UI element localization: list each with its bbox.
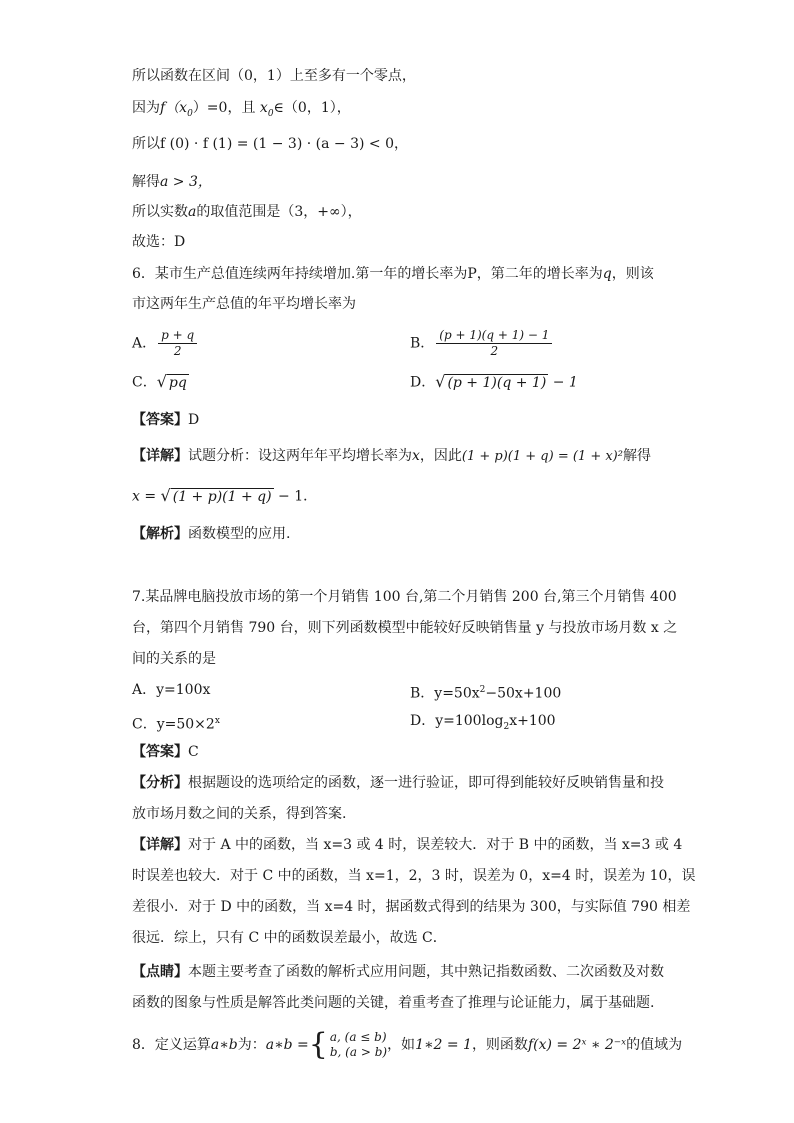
q7-comment-line-1: 【点睛】本题主要考查了函数的解析式应用问题，其中熟记指数函数、二次函数及对数 bbox=[132, 964, 664, 980]
q7-detail-line-2: 时误差也较大．对于 C 中的函数，当 x=1，2，3 时，误差为 0，x=4 时，误差为 10，误 bbox=[132, 868, 696, 884]
q6-option-d: D．√ (p + 1)(q + 1) − 1 bbox=[410, 372, 578, 391]
q6-stem-line-1: 6．某市生产总值连续两年持续增加.第一年的增长率为P，第二年的增长率为q，则该 bbox=[132, 266, 654, 282]
q7-analysis-line-2: 放市场月数之间的关系，得到答案. bbox=[132, 806, 347, 822]
q6-stem-line-2: 市这两年生产总值的年平均增长率为 bbox=[132, 296, 356, 312]
prev-solution-line-6: 故选：D bbox=[132, 234, 186, 250]
q6-option-c: C．√ pq bbox=[132, 372, 187, 391]
q7-detail-line-4: 很远．综上，只有 C 中的函数误差最小，故选 C． bbox=[132, 930, 447, 946]
q6-option-a: A． $\frac{p + q}{2}$ bbox=[132, 328, 199, 359]
q7-option-c: C．$y=50\times 2^x$ bbox=[132, 716, 220, 733]
q7-comment-line-2: 函数的图象与性质是解答此类问题的关键，着重考查了推理与论证能力，属于基础题. bbox=[132, 995, 655, 1011]
q7-stem-line-2: 台，第四个月销售 790 台，则下列函数模型中能较好反映销售量 y 与投放市场月数 x 之 bbox=[132, 620, 678, 636]
q6-detail: 【详解】试题分析：设这两年年平均增长率为x，因此(1 + p)(1 + q) = (1 + x)²解得 bbox=[132, 448, 651, 464]
q7-option-a: A．y=100x bbox=[132, 682, 211, 698]
q7-answer: 【答案】C bbox=[132, 744, 199, 760]
q6-answer: 【答案】D bbox=[132, 412, 200, 428]
prev-solution-line-3: 所以f (0) · f (1) = (1 − 3) · (a − 3) < 0， bbox=[132, 136, 408, 152]
q6-analysis: 【解析】函数模型的应用. bbox=[132, 526, 291, 542]
q8-stem: 8．定义运算a∗b为：a∗b = { a, (a ≤ b) b, (a > b) ，如1∗2 = 1，则函数f(x) = 2ˣ ∗ 2⁻ˣ的值域为 bbox=[132, 1027, 683, 1062]
q7-detail-line-1: 【详解】对于 A 中的函数，当 x=3 或 4 时，误差较大．对于 B 中的函数，当 x=3 或 4 bbox=[132, 837, 683, 853]
prev-solution-line-5: 所以实数a的取值范围是（3，+∞）， bbox=[132, 204, 362, 220]
q7-stem-line-3: 间的关系的是 bbox=[132, 651, 216, 667]
q7-option-b: B．$y=50x^2-50x+100$ bbox=[410, 685, 562, 702]
q7-option-d: D．$y=100\log_2x+100$ bbox=[410, 713, 556, 732]
q7-stem-line-1: 7.某品牌电脑投放市场的第一个月销售 100 台,第二个月销售 200 台,第三个月销售 400 bbox=[132, 589, 677, 605]
prev-solution-line-1: 所以函数在区间（0，1）上至多有一个零点， bbox=[132, 68, 416, 84]
q7-analysis-line-1: 【分析】根据题设的选项给定的函数，逐一进行验证，即可得到能较好反映销售量和投 bbox=[132, 775, 664, 791]
q6-option-b: B． $\frac{(p + 1)(q + 1) - 1}{2}$ bbox=[410, 328, 554, 359]
prev-solution-line-4: 解得a > 3， bbox=[132, 174, 212, 190]
prev-solution-line-2: 因为$f(x_0)=0$，且 $x_0\in(0$，1）， bbox=[132, 100, 351, 119]
q6-detail-result: x = √ (1 + p)(1 + q) − 1． bbox=[132, 486, 318, 505]
q7-detail-line-3: 差很小．对于 D 中的函数，当 x=4 时，据函数式得到的结果为 300，与实际值 790 相差 bbox=[132, 899, 691, 915]
